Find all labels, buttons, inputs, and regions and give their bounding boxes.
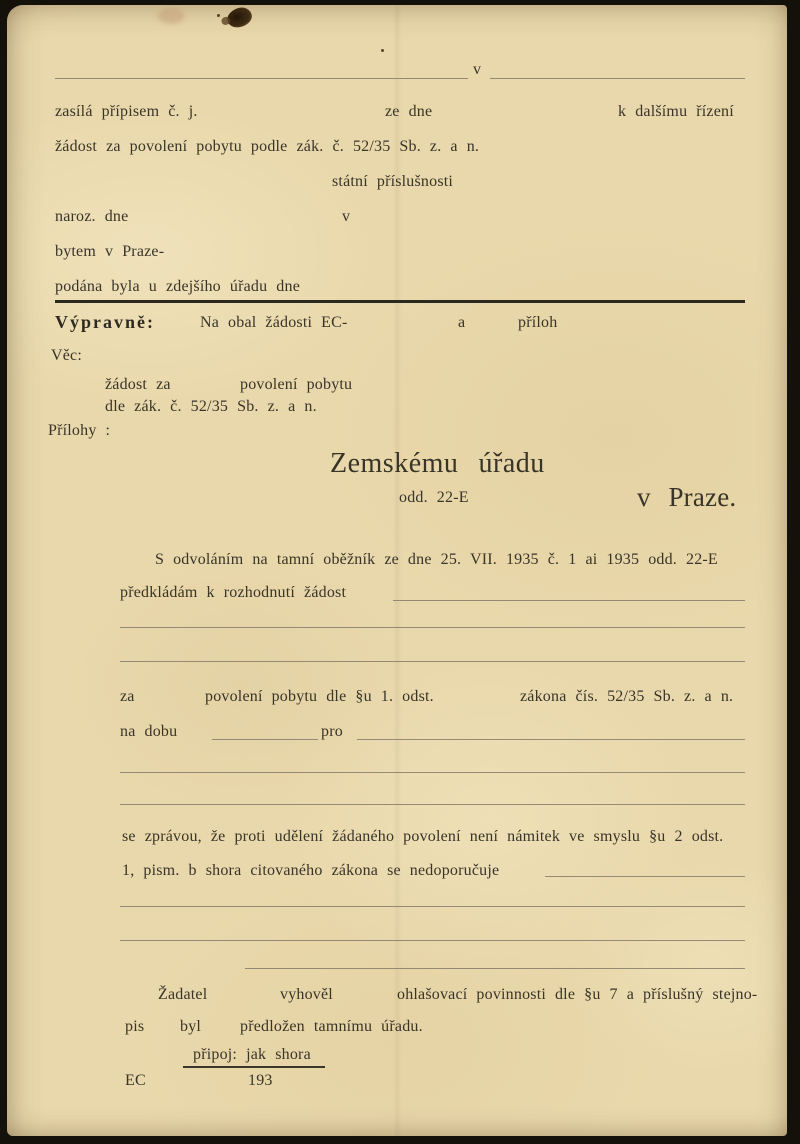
year-stub: 193 [248, 1072, 273, 1089]
report-line2: 1, pism. b shora citovaného zákona se nedoporučuje [122, 862, 500, 879]
submit-fill-line [393, 600, 745, 601]
subject-line1-right: povolení pobytu [240, 376, 353, 393]
subject-line2: dle zák. č. 52/35 Sb. z. a n. [105, 398, 317, 415]
law-clause: zákona čís. 52/35 Sb. z. a n. [520, 688, 734, 705]
report-line: se zprávou, že proti udělení žádaného povolení není námitek ve smyslu §u 2 odst. [122, 828, 724, 845]
for-word: pro [321, 723, 343, 740]
attach-note: připoj: jak shora [193, 1046, 311, 1063]
born-date-label: naroz. dne [55, 208, 129, 225]
place-fill-line-right [490, 78, 745, 79]
addressee-department: odd. 22-E [399, 489, 469, 506]
blank-line-7 [245, 968, 745, 969]
applicant-word: Žadatel [158, 986, 208, 1003]
dispatch-label: Výpravně: [55, 312, 155, 332]
was-word: byl [180, 1018, 202, 1035]
ink-speck [217, 14, 220, 17]
subject-line1-left: žádost za [105, 376, 171, 393]
citizenship-label: státní příslušnosti [332, 173, 454, 190]
enclosures-label: Přílohy : [48, 422, 111, 439]
obligation-clause: ohlašovací povinnosti dle §u 7 a příslušný stejno- [397, 986, 758, 1003]
sends-label: zasílá přípisem č. j. [55, 103, 198, 120]
addressee-title: Zemskému úřadu [330, 448, 545, 479]
dispatch-cover-label: Na obal žádosti EC- [200, 314, 348, 331]
filed-date-label: podána byla u zdejšího úřadu dne [55, 278, 301, 295]
permit-clause: povolení pobytu dle §u 1. odst. [205, 688, 434, 705]
ink-blot-drip [221, 16, 231, 26]
blank-line-6 [120, 940, 745, 941]
dispatch-enclosures-label: příloh [518, 314, 558, 331]
ink-speck [381, 49, 384, 52]
addressee-city: v Praze. [637, 482, 737, 512]
place-prefix: v [473, 61, 482, 78]
for-label: za [120, 688, 135, 705]
born-place-label: v [342, 208, 351, 225]
blank-line-1 [120, 627, 745, 628]
section-divider-rule [55, 300, 745, 303]
duration-fill-line [212, 739, 318, 740]
for-fill-line [357, 739, 745, 740]
recommend-fill-line [545, 876, 745, 877]
ec-label: EC [125, 1072, 146, 1089]
faded-stain [158, 8, 184, 24]
blank-line-5 [120, 906, 745, 907]
blank-line-2 [120, 661, 745, 662]
place-fill-line-left [55, 78, 468, 79]
reference-line: S odvoláním na tamní oběžník ze dne 25. VII. 1935 č. 1 ai 1935 odd. 22-E [155, 551, 718, 568]
submitted-clause: předložen tamnímu úřadu. [240, 1018, 423, 1035]
copy-word: pis [125, 1018, 145, 1035]
dispatch-and-label: a [458, 314, 466, 331]
residence-label: bytem v Praze- [55, 243, 165, 260]
from-date-label: ze dne [385, 103, 433, 120]
blank-line-4 [120, 804, 745, 805]
duration-label: na dobu [120, 723, 178, 740]
complied-word: vyhověl [280, 986, 333, 1003]
subject-label: Věc: [51, 347, 83, 364]
further-proceedings-label: k dalšímu řízení [618, 103, 734, 120]
attach-note-underline [183, 1066, 325, 1068]
request-line: žádost za povolení pobytu podle zák. č. 52/35 Sb. z. a n. [55, 138, 480, 155]
blank-line-3 [120, 772, 745, 773]
submit-line: předkládám k rozhodnutí žádost [120, 584, 347, 601]
